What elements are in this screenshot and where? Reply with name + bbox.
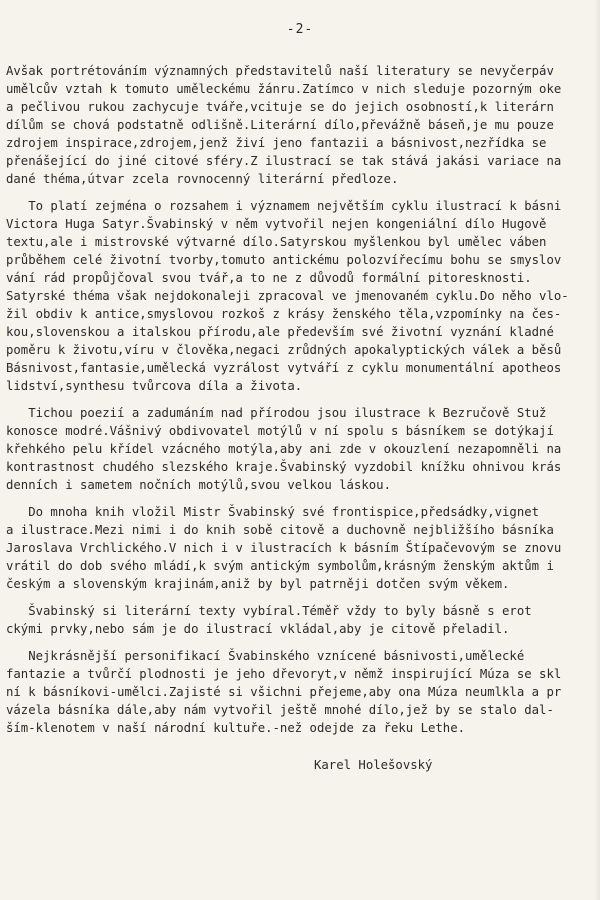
text-line: umělcův vztah k tomuto uměleckému žánru.Zatímco v nich sleduje pozorným oke — [6, 82, 562, 96]
page-number: -2- — [286, 22, 314, 37]
text-line: Nejkrásnější personifikací Švabinského vznícené básnivosti,umělecké — [6, 649, 525, 663]
text-line: ní k básníkovi-umělci.Zajisté si všichni přejeme,aby ona Múza neumlkla a pr — [6, 685, 562, 699]
text-line: průběhem celé životní tvorby,tomuto antickému polozvířecímu bohu se smyslov — [6, 253, 562, 267]
text-line: dílům se chová podstatně odlišně.Literární dílo,převážně báseň,je mu pouze — [6, 118, 554, 132]
paragraph — [6, 503, 598, 593]
paragraph — [6, 197, 598, 395]
text-line: poměru k životu,víru v člověka,negaci zrůdných apokalyptických válek a běsů — [6, 343, 562, 357]
text-line: přenášející do jiné citové sféry.Z ilustrací se tak stává jakási variace na — [6, 154, 562, 168]
text-line: ším-klenotem v naší národní kultuře.-než odejde za řeku Lethe. — [6, 721, 466, 735]
text-line: zdrojem inspirace,zdrojem,jenž živí jeno fantazii a básnivost,nezřídka se — [6, 136, 547, 150]
text-line: a pečlivou rukou zachycuje tváře,vcituje se do jejich osobností,k literárn — [6, 100, 554, 114]
text-line: Tichou poezií a zadumáním nad přírodou jsou ilustrace k Bezručově Stuž — [6, 406, 547, 420]
paragraph-gap — [6, 188, 598, 197]
text-line: vázela básníka dále,aby nám vytvořil ještě mnohé dílo,jež by se stalo dal- — [6, 703, 554, 717]
text-line: textu,ale i mistrovské výtvarné dílo.Satyrskou myšlenkou byl umělec váben — [6, 235, 547, 249]
text-line: žil obdiv k antice,smyslovou rozkoš z krásy ženského těla,vzpomínky na čes- — [6, 307, 562, 321]
text-line: Avšak portrétováním významných představitelů naší literatury se nevyčerpáv — [6, 64, 554, 78]
text-line: To platí zejména o rozsahem i významem největším cyklu ilustrací k básni — [6, 199, 562, 213]
text-line: dané théma,útvar zcela rovnocenný literární předloze. — [6, 172, 399, 186]
paragraph-gap — [6, 395, 598, 404]
paragraph — [6, 62, 598, 188]
paragraph — [6, 404, 598, 494]
text-line: křehkého pelu křídel vzácného motýla,aby ani zde v okouzlení nezapomněli na — [6, 442, 562, 456]
author-signature: Karel Holešovský — [314, 758, 433, 772]
text-line: kontrastnost chudého slezského kraje.Švabinský vyzdobil knížku ohnivou krás — [6, 460, 562, 474]
text-line: denních i sametem nočních motýlů,svou velkou láskou. — [6, 478, 391, 492]
text-line: Do mnoha knih vložil Mistr Švabinský své frontispice,předsádky,vignet — [6, 505, 540, 519]
text-line: Jaroslava Vrchlického.V nich i v ilustracích k básním Štípačevovým se znovu — [6, 541, 562, 555]
text-line: Básnivost,fantasie,umělecká vyzrálost vytváří z cyklu monumentální apotheos — [6, 361, 562, 375]
text-line: českým a slovenským krajinám,aniž by byl patrněji dotčen svým věkem. — [6, 577, 510, 591]
text-line: Satyrské théma však nejdokonaleji zpracoval ve jmenovaném cyklu.Do něho vlo- — [6, 289, 569, 303]
text-line: a ilustrace.Mezi nimi i do knih sobě citově a duchovně nejbližšího básníka — [6, 523, 554, 537]
text-line: lidství,synthesu tvůrcova díla a života. — [6, 379, 303, 393]
text-line: ckými prvky,nebo sám je do ilustrací vkládal,aby je citově přeladil. — [6, 622, 510, 636]
text-line: vrátil do dob svého mládí,k svým antickým symbolům,krásným ženským aktům i — [6, 559, 554, 573]
text-line: vání rád propůjčoval svou tvář,a to ne z důvodů formální pitoresknosti. — [6, 271, 532, 285]
text-line: Victora Huga Satyr.Švabinský v něm vytvořil nejen kongeniální dílo Hugově — [6, 217, 547, 231]
paragraph — [6, 647, 598, 737]
paragraph-gap — [6, 494, 598, 503]
text-line: Švabinský si literární texty vybíral.Téměř vždy to byly básně s erot — [6, 604, 532, 618]
paragraph-gap — [6, 593, 598, 602]
text-line: kou,slovenskou a italskou přírodu,ale především své životní vyznání kladné — [6, 325, 554, 339]
paragraph-gap — [6, 638, 598, 647]
paper-edge-shadow — [594, 0, 600, 900]
document-body — [6, 62, 598, 737]
text-line: fantazie a tvůrčí plodnosti je jeho dřevoryt,v němž inspirující Múza se skl — [6, 667, 562, 681]
text-line: konosce modré.Vášnivý obdivovatel motýlů v ní spolu s básníkem se dotýkají — [6, 424, 554, 438]
paragraph — [6, 602, 598, 638]
